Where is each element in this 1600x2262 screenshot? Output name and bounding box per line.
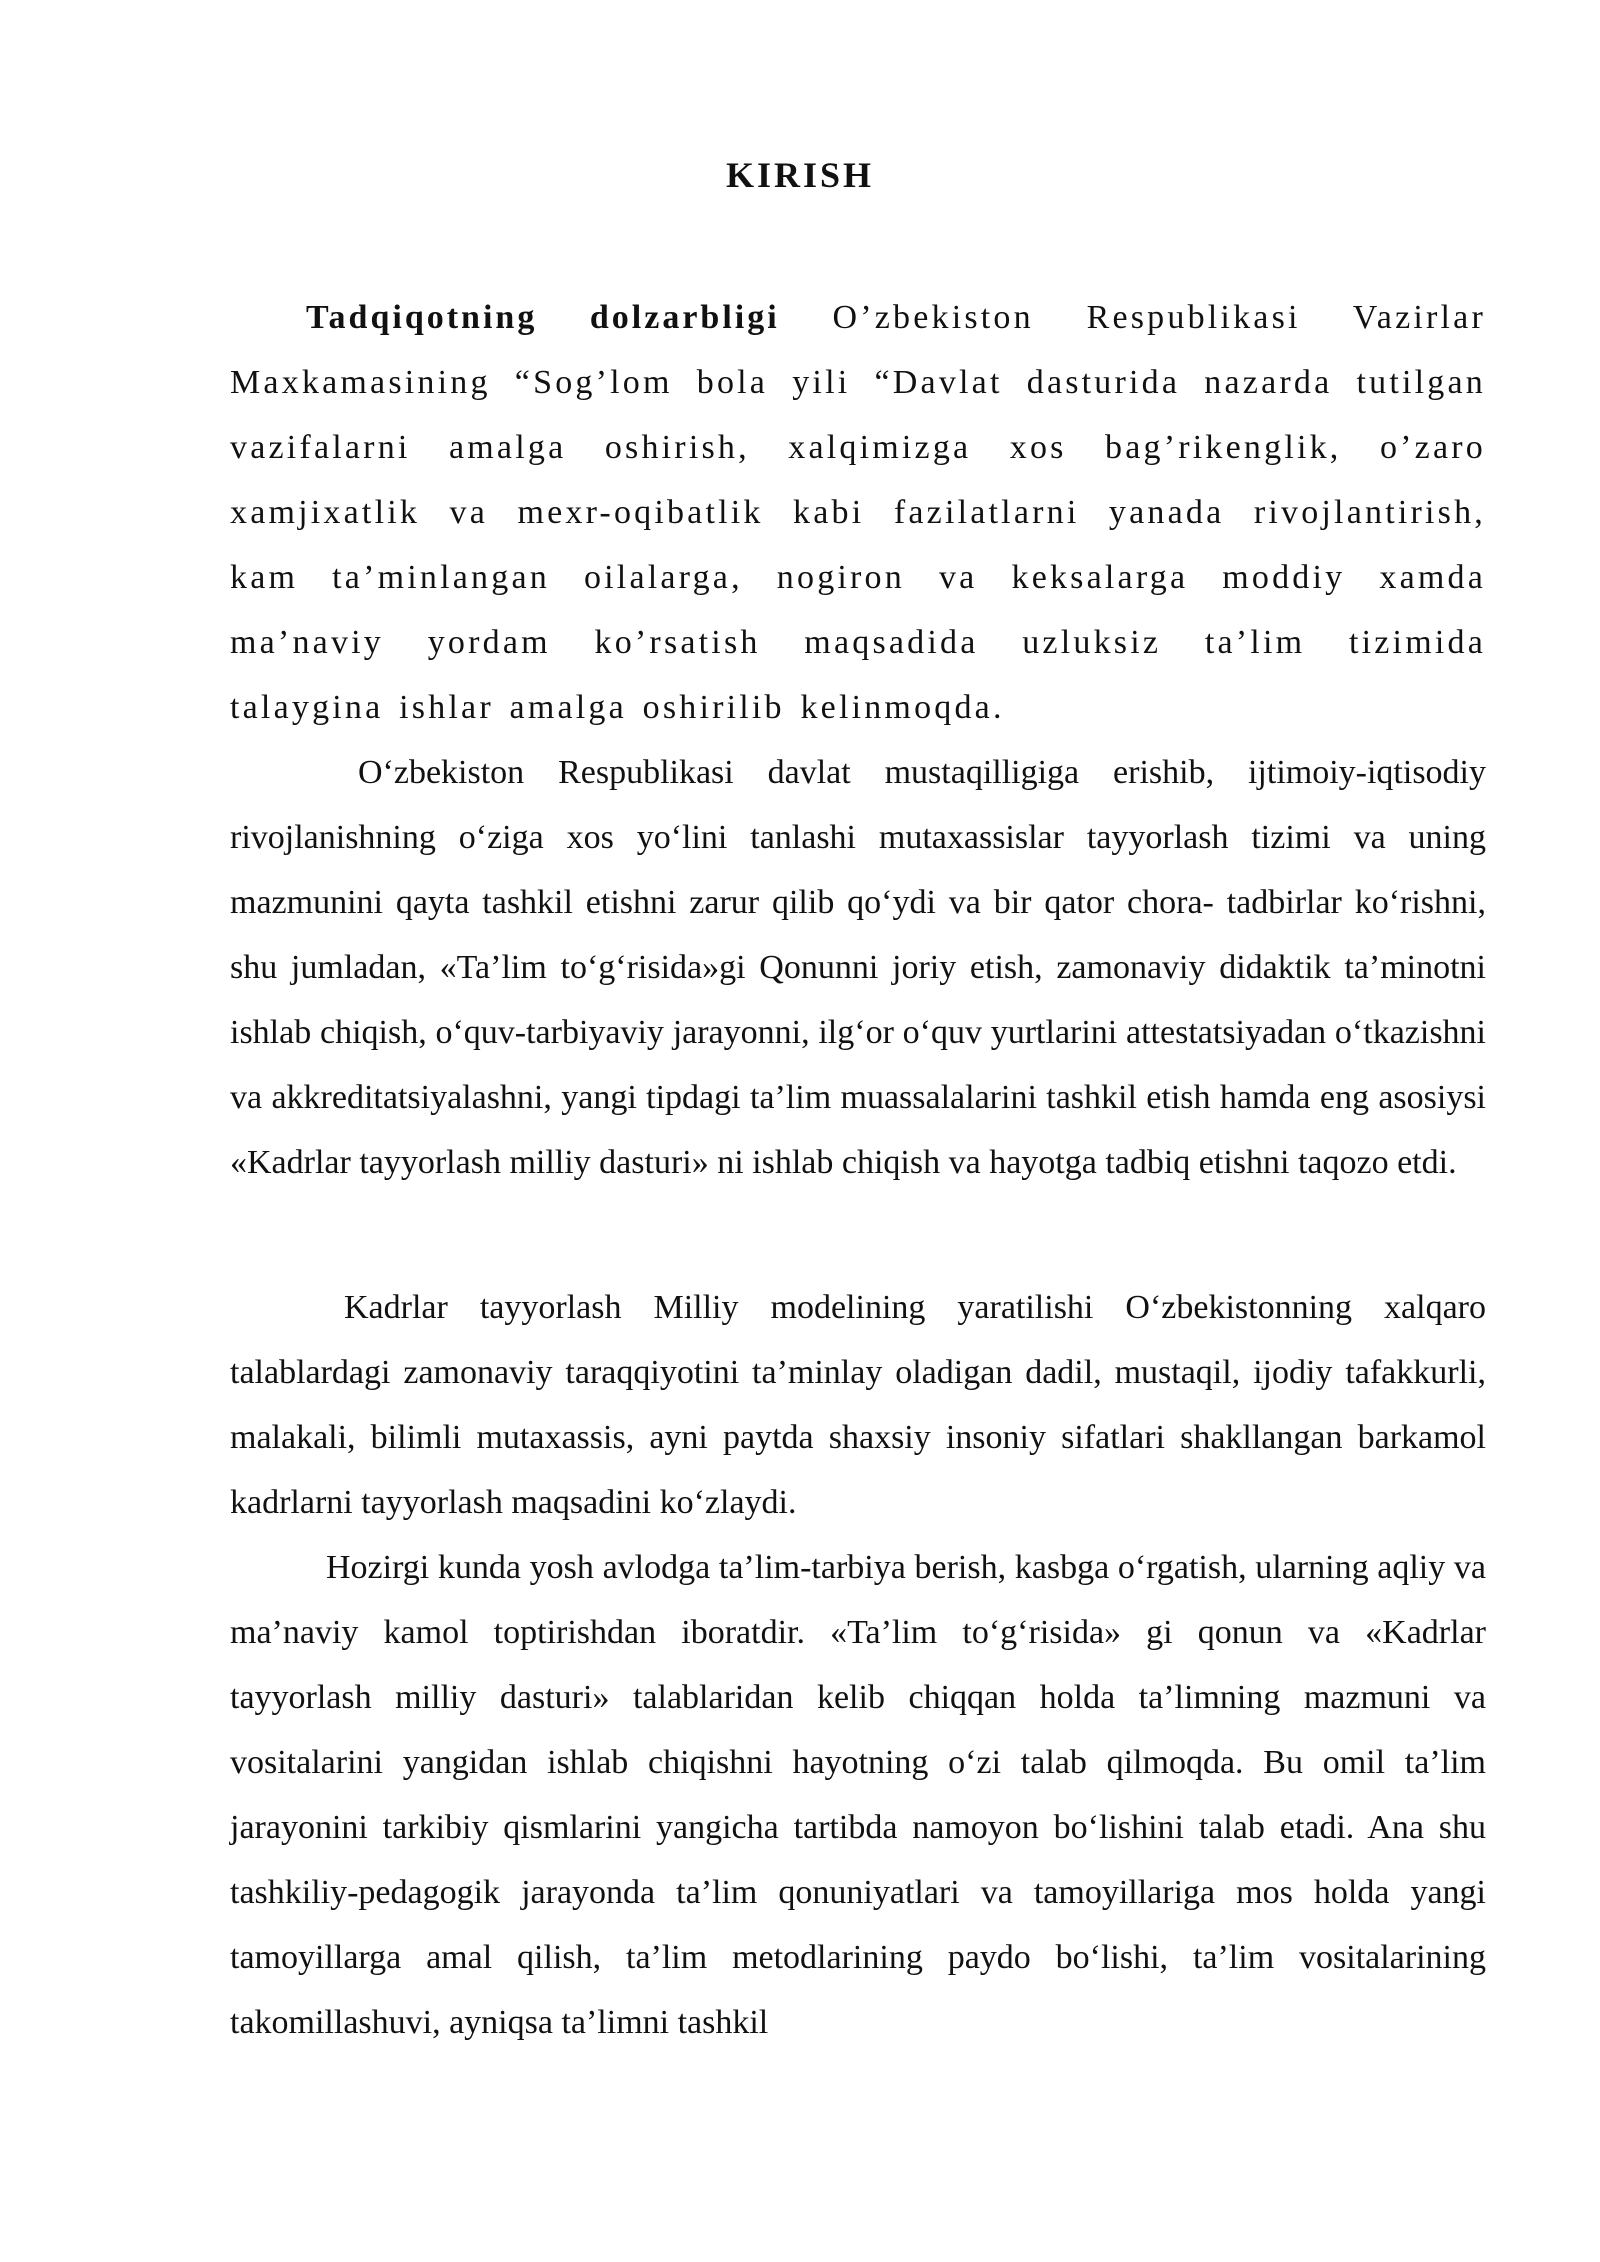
paragraph-national-model: Kadrlar tayyorlash Milliy modelining yaratilishi O‘zbekistonning xalqaro talablardagi zamonaviy taraqqiyotini ta’minlay oladigan dadil, mustaqil, ijodiy tafakkurli, malakali, bilimli mutaxassis, ayni paytda shaxsiy insoniy sifatlari shakllangan barkamol kadrlarni tayyorlash maqsadini ko‘zlaydi. [230,1289,1486,1521]
paragraph-relevance [230,285,1486,740]
paragraph-lead: Tadqiqotning dolzarbligi [306,299,780,336]
paragraph-text: O’zbekiston Respublikasi Vazirlar Maxkamasining “Sog’lom bola yili “Davlat dasturida nazarda tutilgan vazifalarni amalga oshirish, xalqimizga xos bag’rikenglik, o’zaro xamjixatlik va mexr-oqibatlik kabi fazilatlarni yanada rivojlantirish, kam ta’minlangan oilalarga, nogiron va keksalarga moddiy xamda ma’naviy yordam ko’rsatish maqsadida uzluksiz ta’lim tizimida talaygina ishlar amalga oshirilib kelinmoqda. [230,299,1486,726]
page-heading: KIRISH [725,155,875,195]
paragraph-independence: O‘zbekiston Respublikasi davlat mustaqilligiga erishib, ijtimoiy-iqtisodiy rivojlanishning o‘ziga xos yo‘lini tanlashi mutaxassislar tayyorlash tizimi va uning mazmunini qayta tashkil etishni zarur qilib qo‘ydi va bir qator chora- tadbirlar ko‘rishni, shu jumladan, «Ta’lim to‘g‘risida»gi Qonunni joriy etish, zamonaviy didaktik ta’minotni ishlab chiqish, o‘quv-tarbiyaviy jarayonni, ilg‘or o‘quv yurtlarini attestatsiyadan o‘tkazishni va akkreditatsiyalashni, yangi tipdagi ta’lim muassalalarini tashkil etish hamda eng asosiysi «Kadrlar tayyorlash milliy dasturi» ni ishlab chiqish va hayotga tadbiq etishni taqozo etdi. [230,754,1486,1181]
paragraph-current-education: Hozirgi kunda yosh avlodga ta’lim-tarbiya berish, kasbga o‘rgatish, ularning aqliy va ma’naviy kamol toptirishdan iboratdir. «Ta’lim to‘g‘risida» gi qonun va «Kadrlar tayyorlash milliy dasturi» talablaridan kelib chiqqan holda ta’limning mazmuni va vositalarini yangidan ishlab chiqishni hayotning o‘zi talab qilmoqda. Bu omil ta’lim jarayonini tarkibiy qismlarini yangicha tartibda namoyon bo‘lishini talab etadi. Ana shu tashkiliy-pedagogik jarayonda ta’lim qonuniyatlari va tamoyillariga mos holda yangi tamoyillarga amal qilish, ta’lim metodlarining paydo bo‘lishi, ta’lim vositalarining takomillashuvi, ayniqsa ta’limni tashkil [230,1549,1486,2041]
